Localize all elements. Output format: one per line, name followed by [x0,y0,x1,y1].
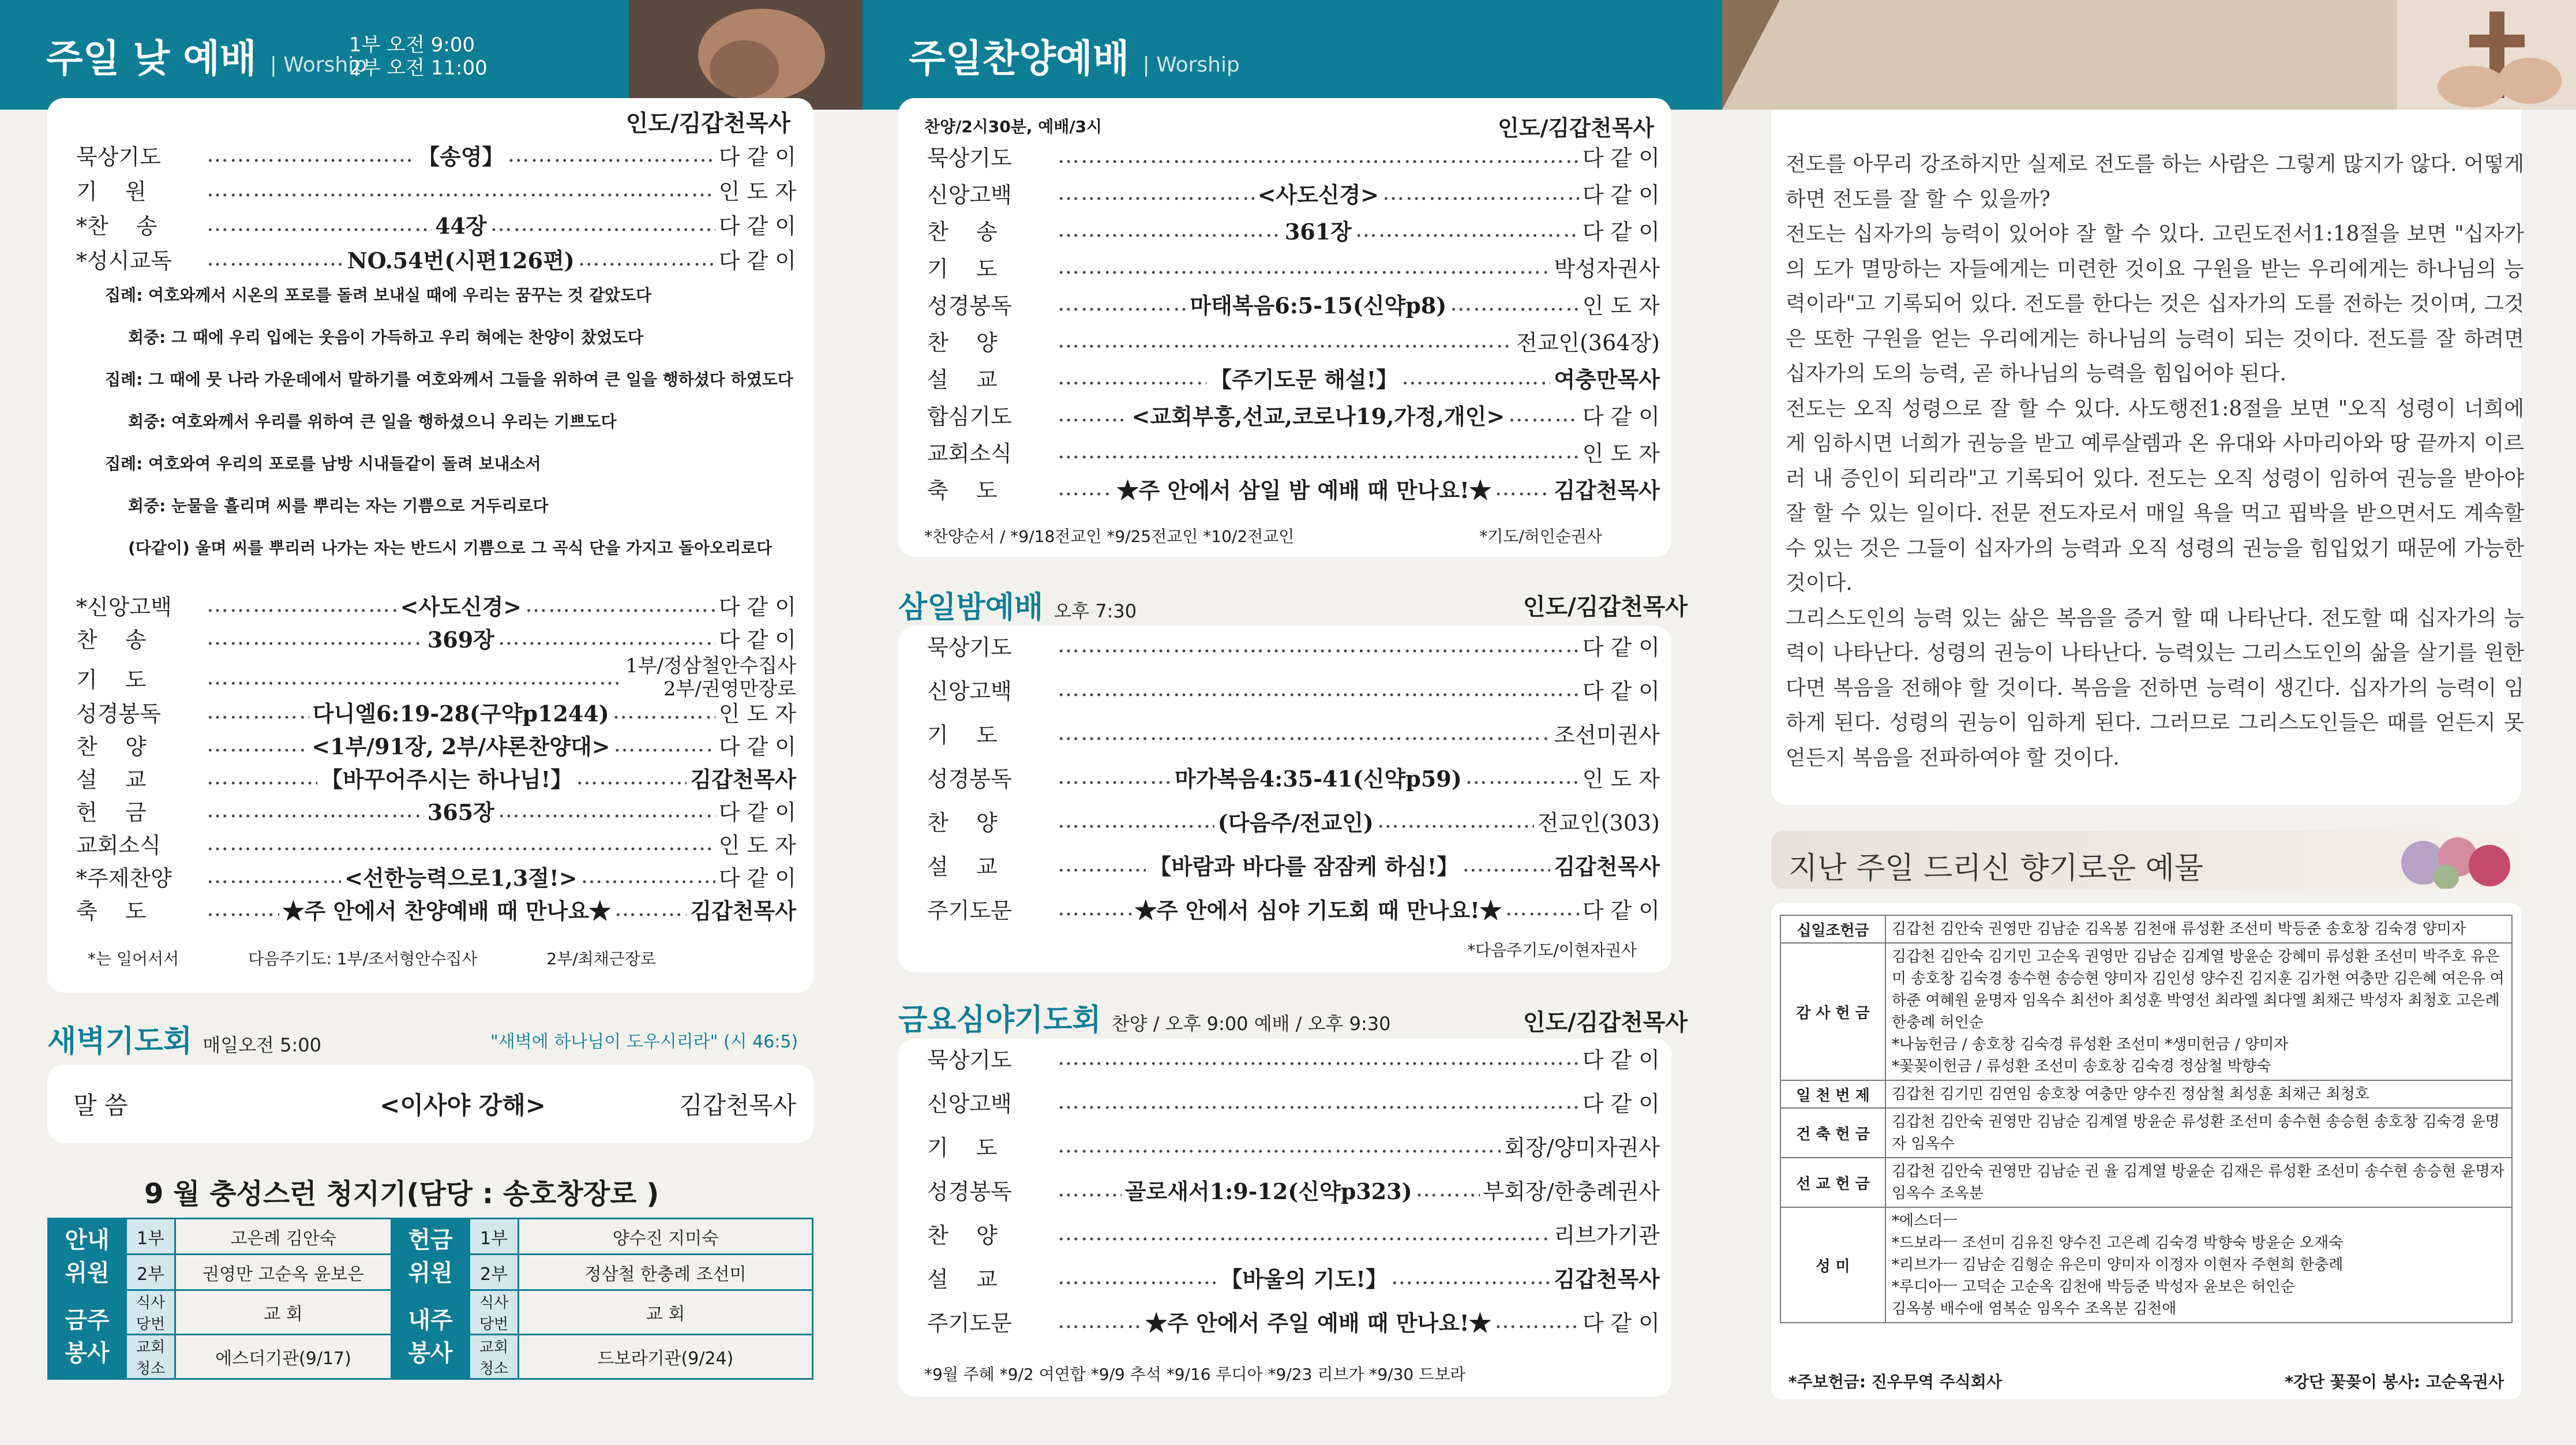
order-item-content: 【바람과 바다를 잠잠케 하심!】 [1149,853,1459,879]
litany-line: 회중: 눈물을 흘리며 씨를 뿌리는 자는 기쁨으로 거두리로다 [128,496,549,515]
order-row [76,138,796,171]
order-item-person: 다 같 이 [718,799,796,825]
leader-dots [207,211,432,237]
leader-dots [525,592,715,618]
leader-dots [1058,763,1171,790]
order-item-content: 골로새서1:9-12(신약p323) [1124,1178,1412,1204]
order-item-label: 신앙고백 [927,1091,1012,1117]
next-clean-label: 교회청소 [470,1335,519,1379]
order-item-label: 묵상기도 [76,144,161,170]
prayer-note: *기도/허인순권사 [1479,527,1602,546]
order-item-content: 44장 [435,212,487,239]
leader-dots [1058,807,1214,834]
order-item-label: 신앙고백 [927,182,1012,208]
order-item-person: 다 같 이 [718,733,796,759]
leader-dots [1058,1088,1579,1115]
footnote-standing: *는 일어서서 [88,949,179,968]
order-row [927,1042,1660,1074]
order-row [927,324,1660,357]
order-row [76,589,796,621]
fri-note: *9월 주혜 *9/2 여연합 *9/9 추석 *9/16 루디아 *9/23 리브가 *9/30 드보라 [924,1365,1466,1384]
order-item-content: 361장 [1284,218,1352,245]
order-item-person: 여충만목사 [1554,366,1660,392]
offering-title: 지난 주일 드리신 향기로운 예물 [1788,851,2204,886]
leader-dots [207,797,424,823]
offering-title-bar [1771,831,2521,889]
offering-names: 김갑천 김기민 김연임 송호창 여충만 양수진 정삼철 최성훈 최채근 최청호 [1885,1080,2512,1108]
header-bar-3 [1722,0,2576,110]
footnote-next-prayer-1: 다음주기도: 1부/조서형안수집사 [248,949,478,968]
leader-dots [1465,763,1579,790]
order-item-label: 성경봉독 [927,1178,1012,1204]
offering-names: 김갑천 김안숙 권영만 김남순 권 율 김계열 방윤순 김재은 류성환 조선미 송수현 송승현 윤명자 임옥수 조옥분 [1885,1158,2512,1207]
offering-service-1: 1부 [470,1219,519,1255]
leader-dots [1058,1220,1550,1246]
order-item-label: 축 도 [927,477,998,503]
afternoon-card [898,98,1671,557]
order-item-person: 김갑천목사 [1554,1266,1660,1292]
litany-line: 집례: 여호와께서 시온의 포로를 돌려 보내실 때에 우리는 꿈꾸는 것 같았도다 [105,286,652,305]
panel-sunday-morning [0,0,863,1445]
order-item-content: <교회부흥,선교,코로나19,가정,개인> [1131,403,1505,429]
header-bar [0,0,863,110]
order-row [76,761,796,793]
order-item-content: 마태복음6:5-15(신약p8) [1190,292,1447,319]
order-item-label: 찬 양 [76,733,147,759]
leader-dots [1058,1308,1142,1334]
offering-row [1780,1158,2512,1207]
leader-dots [1495,1308,1579,1334]
order-row [76,695,796,728]
order-item-content: NO.54번(시편126편) [347,247,575,274]
order-item-label: 성경봉독 [927,766,1012,792]
page-title: 주일 낮 예배 | Worship [46,36,368,81]
dawn-prayer-title: 새벽기도회 매일오전 5:00 [47,1024,321,1059]
leader-dots [576,764,687,791]
leader-dots [1058,475,1113,501]
this-meal: 교 회 [175,1290,392,1335]
order-row [76,242,796,275]
wed-leader: 인도/김갑천목사 [1523,593,1688,620]
fri-leader: 인도/김갑천목사 [1523,1009,1688,1036]
order-item-person: 다 같 이 [1582,634,1660,660]
order-item-label: 헌 금 [76,799,147,825]
leader-dots [207,624,424,651]
footnote-next-prayer-2: 2부/최채근장로 [546,949,656,968]
order-item-label: 축 도 [76,898,147,924]
order-item-content: (다음주/전교인) [1217,809,1374,836]
order-row [76,860,796,892]
order-row [927,1129,1660,1162]
order-item-label: 성경봉독 [927,293,1012,319]
leader-dots [1058,632,1579,658]
leader-dots [1058,1132,1501,1159]
order-item-person: 전교인(364장) [1516,330,1660,355]
order-row [927,804,1660,837]
leader-dots [1377,807,1534,834]
litany-line: (다같이) 울며 씨를 뿌리러 나가는 자는 반드시 기쁨으로 그 곡식 단을 가지고 돌아오리로다 [128,538,773,557]
order-item-content: ★주 안에서 찬양예배 때 만나요★ [282,897,611,924]
offering-row [1780,915,2512,943]
order-item-label: 기 도 [927,722,998,748]
afternoon-time: 찬양/2시30분, 예배/3시 [924,117,1103,136]
order-item-label: 찬 양 [927,330,998,355]
leader-dots [1058,216,1281,243]
order-item-person: 김갑천목사 [690,766,796,792]
leader-dots [207,245,344,272]
order-item-person: 인 도 자 [718,178,796,204]
preacher: 김갑천목사 [679,1091,796,1120]
offering-card [1771,903,2521,1399]
order-item-person: 다 같 이 [1582,219,1660,245]
panel-essay [1722,0,2576,1445]
order-item-content: 다니엘6:19-28(구약p1244) [312,700,609,727]
order-item-person: 리브가기관 [1554,1222,1660,1248]
order-item-content: <선한능력으로1,3절!> [344,864,578,891]
offering-type: 십일조헌금 [1780,915,1885,943]
order-item-content: 【바꾸어주시는 하나님!】 [321,766,573,792]
leader-dots [1058,253,1550,280]
leader-dots [1450,290,1578,317]
order-item-person: 다 같 이 [1582,182,1660,208]
order-row [927,472,1660,504]
order-item-person: 김갑천목사 [1554,477,1660,503]
order-item-person: 인 도 자 [1582,766,1660,792]
duty-table [47,1218,813,1380]
fri-card [898,1039,1671,1397]
order-item-label: 설 교 [927,366,998,392]
order-item-person: 다 같 이 [1582,1310,1660,1336]
order-item-person: 다 같 이 [1582,1047,1660,1073]
offering-row [1780,1080,2512,1108]
order-item-person: 김갑천목사 [1554,853,1660,879]
leader-dots [207,698,309,725]
dawn-card [47,1065,813,1143]
leader-dots [207,830,715,856]
prayer-person-1: 1부/정삼철안수집사 [625,654,796,677]
order-item-label: *성시교독 [76,248,172,274]
order-row [927,761,1660,793]
order-item-person: 다 같 이 [1582,403,1660,429]
order-item-label: 설 교 [76,766,147,792]
order-item-content: <사도신경> [400,593,522,620]
order-item-person: 다 같 이 [1582,1091,1660,1117]
leader-dots [614,896,687,922]
leader-dots [1058,143,1579,169]
wed-card [898,626,1671,972]
order-row [76,794,796,826]
wed-note: *다음주기도/이현자권사 [1467,941,1637,960]
afternoon-leader: 인도/김갑천목사 [1498,114,1654,141]
offering-row [1780,943,2512,1080]
sermon-series: <이사야 강해> [380,1091,546,1120]
leader-dots [1058,364,1206,391]
leader-dots [207,896,279,922]
offering-type: 감 사 헌 금 [1780,943,1885,1080]
order-item-person: 다 같 이 [1582,897,1660,923]
offering-type: 선 교 헌 금 [1780,1158,1885,1207]
leader-dots [1058,401,1128,428]
order-row [927,717,1660,749]
leader-dots [207,592,397,618]
order-item-label: 묵상기도 [927,1047,1012,1073]
guide-names-1: 고은례 김안숙 [175,1219,392,1255]
offering-type: 건 축 헌 금 [1780,1108,1885,1158]
order-item-label: 설 교 [927,1266,998,1292]
order-item-person [625,654,796,701]
leader-dots [1391,1264,1551,1290]
leader-dots [498,797,715,823]
offering-row [1780,1108,2512,1158]
offering-table [1780,915,2513,1323]
flower-bouquet-icon [2377,831,2521,889]
order-item-label: 찬 양 [927,1222,998,1248]
order-item-content: 365장 [427,799,494,825]
offering-names: 김갑천 김안숙 권영만 김남순 김계열 방윤순 류성환 조선미 송수현 송승현 송호창 김숙경 윤명자 임옥수 [1885,1108,2512,1158]
word-label: 말 씀 [73,1091,128,1120]
order-row [76,728,796,761]
next-week-label: 내주 봉사 [392,1290,470,1379]
service-times: 1부 오전 9:00 2부 오전 11:00 [349,33,488,80]
order-item-content: 369장 [427,626,494,653]
leader-dots [508,141,715,168]
order-item-person: 인 도 자 [1582,293,1660,319]
order-row [76,827,796,859]
this-clean-label: 교회청소 [126,1335,175,1379]
order-row [927,848,1660,881]
header-bar-2 [863,0,1722,110]
order-row [927,398,1660,430]
leader-dots [207,731,308,758]
order-item-person: 박성자권사 [1554,256,1660,282]
order-item-label: 합심기도 [927,403,1012,429]
leader: 인도/김갑천목사 [625,109,790,137]
order-item-label: 설 교 [927,853,998,879]
order-item-person: 다 같 이 [718,144,796,170]
order-item-person: 다 같 이 [718,627,796,653]
order-item-person: 조선미권사 [1554,722,1660,748]
essay-paragraph: 전도를 아무리 강조하지만 실제로 전도를 하는 사람은 그렇게 많지가 않다. 어떻게 하면 전도를 잘 할 수 있을까? [1786,152,2524,211]
this-clean: 에스더기관(9/17) [175,1335,392,1379]
wed-title: 삼일밤예배 오후 7:30 [898,590,1137,625]
essay-text [1786,147,2524,776]
leader-dots [1058,290,1186,317]
order-item-person: 전교인(303) [1537,810,1660,836]
order-item-label: 교회소식 [927,440,1012,466]
order-item-label: 주기도문 [927,1310,1012,1336]
order-item-person: 다 같 이 [718,865,797,891]
leader-dots [1416,1176,1480,1203]
order-item-content: 【송영】 [418,143,504,170]
litany-line: 회중: 여호와께서 우리를 위하여 큰 일을 행하셨으니 우리는 기쁘도다 [128,412,617,431]
order-item-label: 묵상기도 [927,145,1012,171]
leader-dots [1058,720,1550,746]
order-row [76,173,796,205]
order-item-person: 인 도 자 [1582,440,1660,466]
order-row [927,435,1660,467]
order-row [927,1261,1660,1293]
offering-names-2: 정삼철 한충례 조선미 [519,1255,813,1290]
leader-dots [1058,327,1513,354]
order-item-content: <1부/91장, 2부/샤론찬양대> [312,733,610,759]
order-row [76,622,796,654]
order-row [76,893,796,925]
offering-type: 일 천 번 제 [1780,1080,1885,1108]
order-row [927,1217,1660,1249]
litany-line: 집례: 그 때에 뭇 나라 가운데에서 말하기를 여호와께서 그들을 위하여 큰 일을 행하셨다 하였도다 [105,370,793,389]
this-meal-label: 식사당번 [126,1290,175,1335]
offering-names: 김갑천 김안숙 권영만 김남순 김옥봉 김천애 류성환 조선미 박등준 송호창 김숙경 양미자 [1885,915,2512,943]
order-item-person: 부회장/한충례권사 [1483,1178,1660,1204]
order-row [927,1305,1660,1337]
leader-dots [207,863,341,889]
order-item-label: 기 도 [76,667,147,692]
order-row [927,140,1660,172]
leader-dots [207,141,414,168]
praying-hands-photo-icon [629,0,863,110]
offering-names-1: 양수진 지미숙 [519,1219,813,1255]
order-item-person: 다 같 이 [718,248,796,274]
order-item-label: 찬 송 [76,627,147,653]
leader-dots [1355,216,1579,243]
dawn-verse: "새벽에 하나님이 도우시리라" (시 46:5) [490,1032,798,1052]
order-row [927,1173,1660,1206]
guide-service-2: 2부 [126,1255,175,1290]
morning-order-card [47,98,813,993]
essay-paragraph: 전도는 십자가의 능력이 있어야 잘 할 수 있다. 고린도전서1:18절을 보면 "십자가의 도가 멸망하는 자들에게는 미련한 것이요 구원을 받는 우리에게는 하나님의 능력이라"고 기록되어 있다. 전도를 한다는 것은 십자가의 도를 전하는 것이며, 그것은 또한 구원을 얻는 우리에게는 하나님의 능력이 되는 것이다. 전도를 잘 하려면 십자가의 도의 능력, 곧 하나님의 능력을 힘입어야 된다. [1786,222,2524,385]
leader-dots [581,863,715,889]
leader-dots [1058,851,1146,878]
leader-dots [490,211,715,237]
praise-schedule: *찬양순서 / *9/18전교인 *9/25전교인 *10/2전교인 [924,527,1295,546]
order-item-person: 다 같 이 [718,213,796,239]
next-meal-label: 식사당번 [470,1290,519,1335]
order-item-label: 기 원 [76,178,147,204]
order-item-label: *신앙고백 [76,594,172,620]
bulletin-sponsor: *주보헌금: 진우무역 주식회사 [1788,1372,2002,1391]
order-item-person: 김갑천목사 [690,897,796,924]
order-row [927,250,1660,283]
offering-names: *에스더ㅡ *드보라ㅡ 조선미 김유진 양수진 고은례 김숙경 박향숙 방윤순 오재숙 *리브가ㅡ 김남순 김형순 유은미 양미자 이정자 이현자 주현희 한충례 *루디아ㅡ 고덕순 고순옥 김천애 박등준 박성자 윤보은 허인순 김옥봉 배수애 염복순 임옥수 조옥분 김천애 [1885,1207,2512,1323]
order-item-label: 성경봉독 [76,701,161,727]
essay-paragraph: 전도는 오직 성령으로 잘 할 수 있다. 사도행전1:8절을 보면 "오직 성령이 너희에게 임하시면 너희가 권능을 받고 예루살렘과 온 유대와 사마리아와 땅 끝까지 이르러 내 증인이 되리라"고 기록되어 있다. 전도는 오직 성령이 임하여 권능을 받아야 잘 할 수 있는 일이다. 전문 전도자로서 매일 욕을 먹고 핍박을 받으면서도 계속할 수 있는 것은 그들이 십자가의 능력과 오직 성령의 권능을 힘입었기 때문에 가능한 것이다. [1786,396,2524,595]
leader-dots [1058,179,1254,206]
offering-service-2: 2부 [470,1255,519,1290]
order-item-content: 【바울의 기도!】 [1220,1266,1388,1292]
leader-dots [1058,676,1579,702]
order-row [927,892,1660,924]
order-item-person: 회장/양미자권사 [1504,1135,1660,1161]
panel-afternoon [863,0,1722,1445]
leader-dots [1058,895,1131,922]
order-item-person: 인 도 자 [718,832,796,858]
order-item-label: 신앙고백 [927,678,1012,704]
order-item-content: ★주 안에서 주일 예배 때 만나요!★ [1145,1309,1491,1336]
order-item-label: 기 도 [927,256,998,282]
order-item-label: 주기도문 [927,897,1012,923]
guide-service-1: 1부 [126,1219,175,1255]
order-item-person: 다 같 이 [1582,678,1660,704]
next-meal: 교 회 [519,1290,813,1335]
leader-dots [1462,851,1550,878]
leader-dots [1058,1045,1579,1071]
altar-flower: *강단 꽃꽂이 봉사: 고순옥권사 [2285,1372,2504,1391]
order-row [927,287,1660,320]
order-row [76,208,796,240]
order-row [927,214,1660,246]
leader-dots [614,731,715,758]
order-item-label: 찬 양 [927,810,998,836]
order-item-label: 기 도 [927,1135,998,1161]
prayer-person-2: 2부/권영만장로 [663,677,796,701]
leader-dots [207,176,715,203]
order-item-label: 묵상기도 [927,634,1012,660]
essay-paragraph: 그리스도인의 능력 있는 삶은 복음을 증거 할 때 나타난다. 전도할 때 십자가의 능력이 나타난다. 성령의 권능이 나타난다. 능력있는 그리스도인의 삶을 살기를 원한다면 복음을 전해야 할 것이다. 복음을 전하면 능력이 생긴다. 십자가의 능력이 임하게 된다. 성령의 권능이 임하게 된다. 그러므로 그리스도인들은 때를 얻든지 못 얻든지 복음을 전파하여야 할 것이다. [1786,606,2524,770]
order-item-label: 교회소식 [76,832,161,858]
guide-label: 안내 위원 [48,1219,126,1290]
steward-title: 9 월 충성스런 청지기(담당 : 송호창장로 ) [144,1178,659,1210]
order-item-person: 다 같 이 [1582,145,1660,171]
order-item-content: 【주기도문 해설!】 [1210,366,1398,392]
offering-names: 김갑천 김안숙 김기민 고순옥 권영만 김남순 김계열 방윤순 강혜미 류성환 조선미 박주호 유은미 송호창 김숙경 송수현 송승현 양미자 김인성 양수진 김지훈 김가현 여충만 김은혜 여은유 여하준 여혜원 윤명자 임옥수 최선아 최성훈 박영선 최라엘 최다엘 최채근 박성자 최청호 고은례 한충례 허인순 *나눔헌금 / 송호창 김숙경 류성환 조선미 *생미헌금 / 양미자 *꽃꽂이헌금 / 류성환 조선미 송호창 김숙경 정삼철 박향숙 [1885,943,2512,1080]
leader-dots [207,764,317,791]
offering-label: 헌금 위원 [392,1219,470,1290]
leader-dots [578,245,715,272]
order-item-person: 인 도 자 [718,701,796,727]
leader-dots [613,698,715,725]
page-title-2: 주일찬양예배 | Worship [909,36,1240,81]
leader-dots [207,664,622,691]
leader-dots [1058,1264,1217,1290]
order-item-label: *찬 송 [76,213,158,239]
order-row [927,1085,1660,1118]
leader-dots [1401,364,1550,391]
litany-line: 회중: 그 때에 우리 입에는 웃음이 가득하고 우리 혀에는 찬양이 찼었도다 [128,328,644,347]
guide-names-2: 권영만 고순옥 윤보은 [175,1255,392,1290]
cross-photo-icon [1722,0,2576,110]
order-item-content: 마가복음4:35-41(신약p59) [1175,765,1462,792]
order-row [927,361,1660,394]
order-row [927,629,1660,661]
order-item-content: ★주 안에서 심야 기도회 때 만나요!★ [1134,897,1502,923]
order-row [927,177,1660,209]
offering-row [1780,1207,2512,1323]
leader-dots [1505,895,1579,922]
order-item-label: *주제찬양 [76,865,172,891]
this-week-label: 금주 봉사 [48,1290,126,1379]
leader-dots [1382,179,1579,206]
leader-dots [1508,401,1579,428]
leader-dots [1495,475,1551,501]
litany-line: 집례: 여호와여 우리의 포로를 남방 시내들같이 돌려 보내소서 [105,454,541,473]
leader-dots [1058,438,1579,465]
order-item-content: <사도신경> [1257,181,1379,208]
offering-type: 성 미 [1780,1207,1885,1323]
fri-title: 금요심야기도회 찬양 / 오후 9:00 예배 / 오후 9:30 [898,1003,1391,1038]
order-item-label: 찬 송 [927,219,998,245]
next-clean: 드보라기관(9/24) [519,1335,813,1379]
order-row [76,654,796,701]
leader-dots [498,624,715,651]
leader-dots [1058,1176,1122,1203]
order-row [927,673,1660,705]
order-item-content: ★주 안에서 삼일 밤 예배 때 만나요!★ [1116,477,1491,503]
order-item-person: 다 같 이 [718,594,796,620]
